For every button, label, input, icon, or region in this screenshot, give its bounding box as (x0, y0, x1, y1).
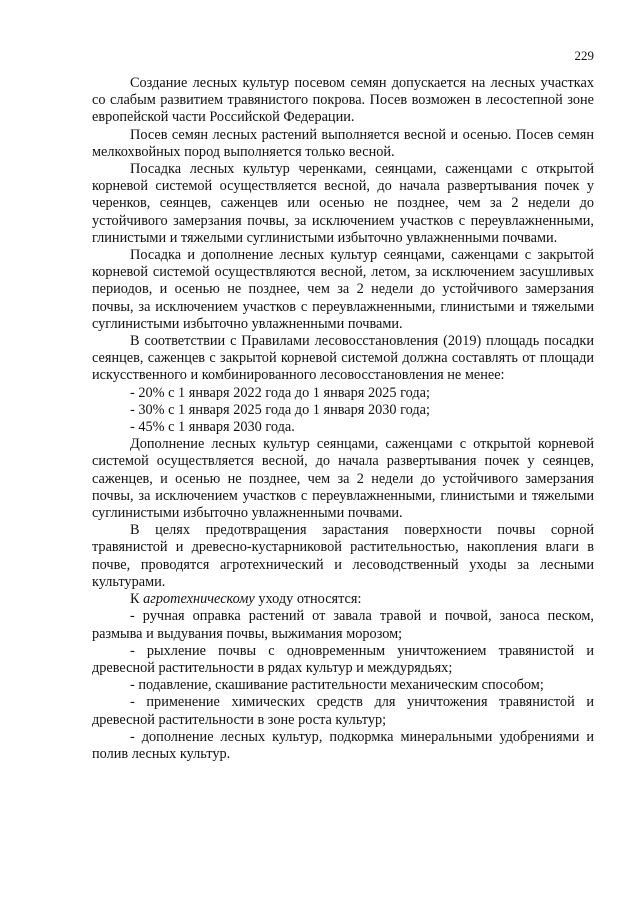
page-body (92, 75, 594, 763)
paragraph-care-purpose: В целях предотвращения зарастания поверхности почвы сорной травянистой и древесно-кустарниковой растительностью, накопления влаги в почве, проводятся агротехнический и лесоводственный уходы за лесными культурами. (92, 522, 594, 590)
page-number: 229 (574, 48, 594, 63)
paragraph-sowing-seasons: Посев семян лесных растений выполняется весной и осенью. Посев семян мелкохвойных пород выполняется только весной. (92, 126, 594, 160)
paragraph-sowing-conditions: Создание лесных культур посевом семян допускается на лесных участках со слабым развитием травянистого покрова. Посев возможен в лесостепной зоне европейской части Российской Федерации. (92, 75, 594, 126)
list-item-soil-loosening: - рыхление почвы с одновременным уничтожением травянистой и древесной растительности в рядах культур и междурядьях; (92, 642, 594, 676)
emphasized-term: агротехническому (143, 591, 255, 608)
list-item-share-2025: - 30% с 1 января 2025 года до 1 января 2030 года; (130, 401, 430, 418)
intro-suffix: уходу относятся: (254, 591, 362, 608)
list-item-manual-release: - ручная оправка растений от завала травой и почвой, заноса песком, размыва и выдувания почвы, выжимания морозом; (92, 608, 594, 642)
intro-prefix: К (130, 591, 144, 608)
list-item-fertilizing-watering: - дополнение лесных культур, подкормка минеральными удобрениями и полив лесных культур. (92, 728, 594, 762)
list-item-chemical-control: - применение химических средств для уничтожения травянистой и древесной растительности в зоне роста культур; (92, 694, 594, 728)
paragraph-planting-closed-roots: Посадка и дополнение лесных культур сеянцами, саженцами с закрытой корневой системой осуществляются весной, летом, за исключением засушливых периодов, и осенью не позднее, чем за 2 недели до устойчивого замерзания почвы, за исключением участков с переувлажненными, глинистыми и тяжелыми суглинистыми избыточно увлажненными почвами. (92, 247, 594, 332)
paragraph-reforestation-rules: В соответствии с Правилами лесовосстановления (2019) площадь посадки сеянцев, саженцев с закрытой корневой системой должна составлять от площади искусственного и комбинированного лесовосстановления не менее: (92, 333, 594, 384)
paragraph-planting-open-roots: Посадка лесных культур черенками, сеянцами, саженцами с открытой корневой системой осуществляется весной, до начала развертывания почек у черенков, сеянцев, саженцев или осенью не позднее, чем за 2 недели до устойчивого замерзания почвы, за исключением участков с переувлажненными, глинистыми и тяжелыми суглинистыми избыточно увлажненными почвами. (92, 161, 594, 246)
paragraph-supplementing-cultures: Дополнение лесных культур сеянцами, саженцами с открытой корневой системой осуществляется весной, до начала развертывания почек у сеянцев, саженцев, и осенью не позднее, чем за 2 недели до устойчивого замерзания почвы, за исключением участков с переувлажненными, глинистыми и тяжелыми суглинистыми избыточно увлажненными почвами. (92, 436, 594, 522)
list-item-share-2030: - 45% с 1 января 2030 года. (130, 419, 295, 436)
list-item-share-2022: - 20% с 1 января 2022 года до 1 января 2025 года; (130, 384, 430, 401)
list-item-mowing: - подавление, скашивание растительности механическим способом; (130, 677, 544, 694)
paragraph-agrotechnical-care-intro (92, 591, 594, 608)
